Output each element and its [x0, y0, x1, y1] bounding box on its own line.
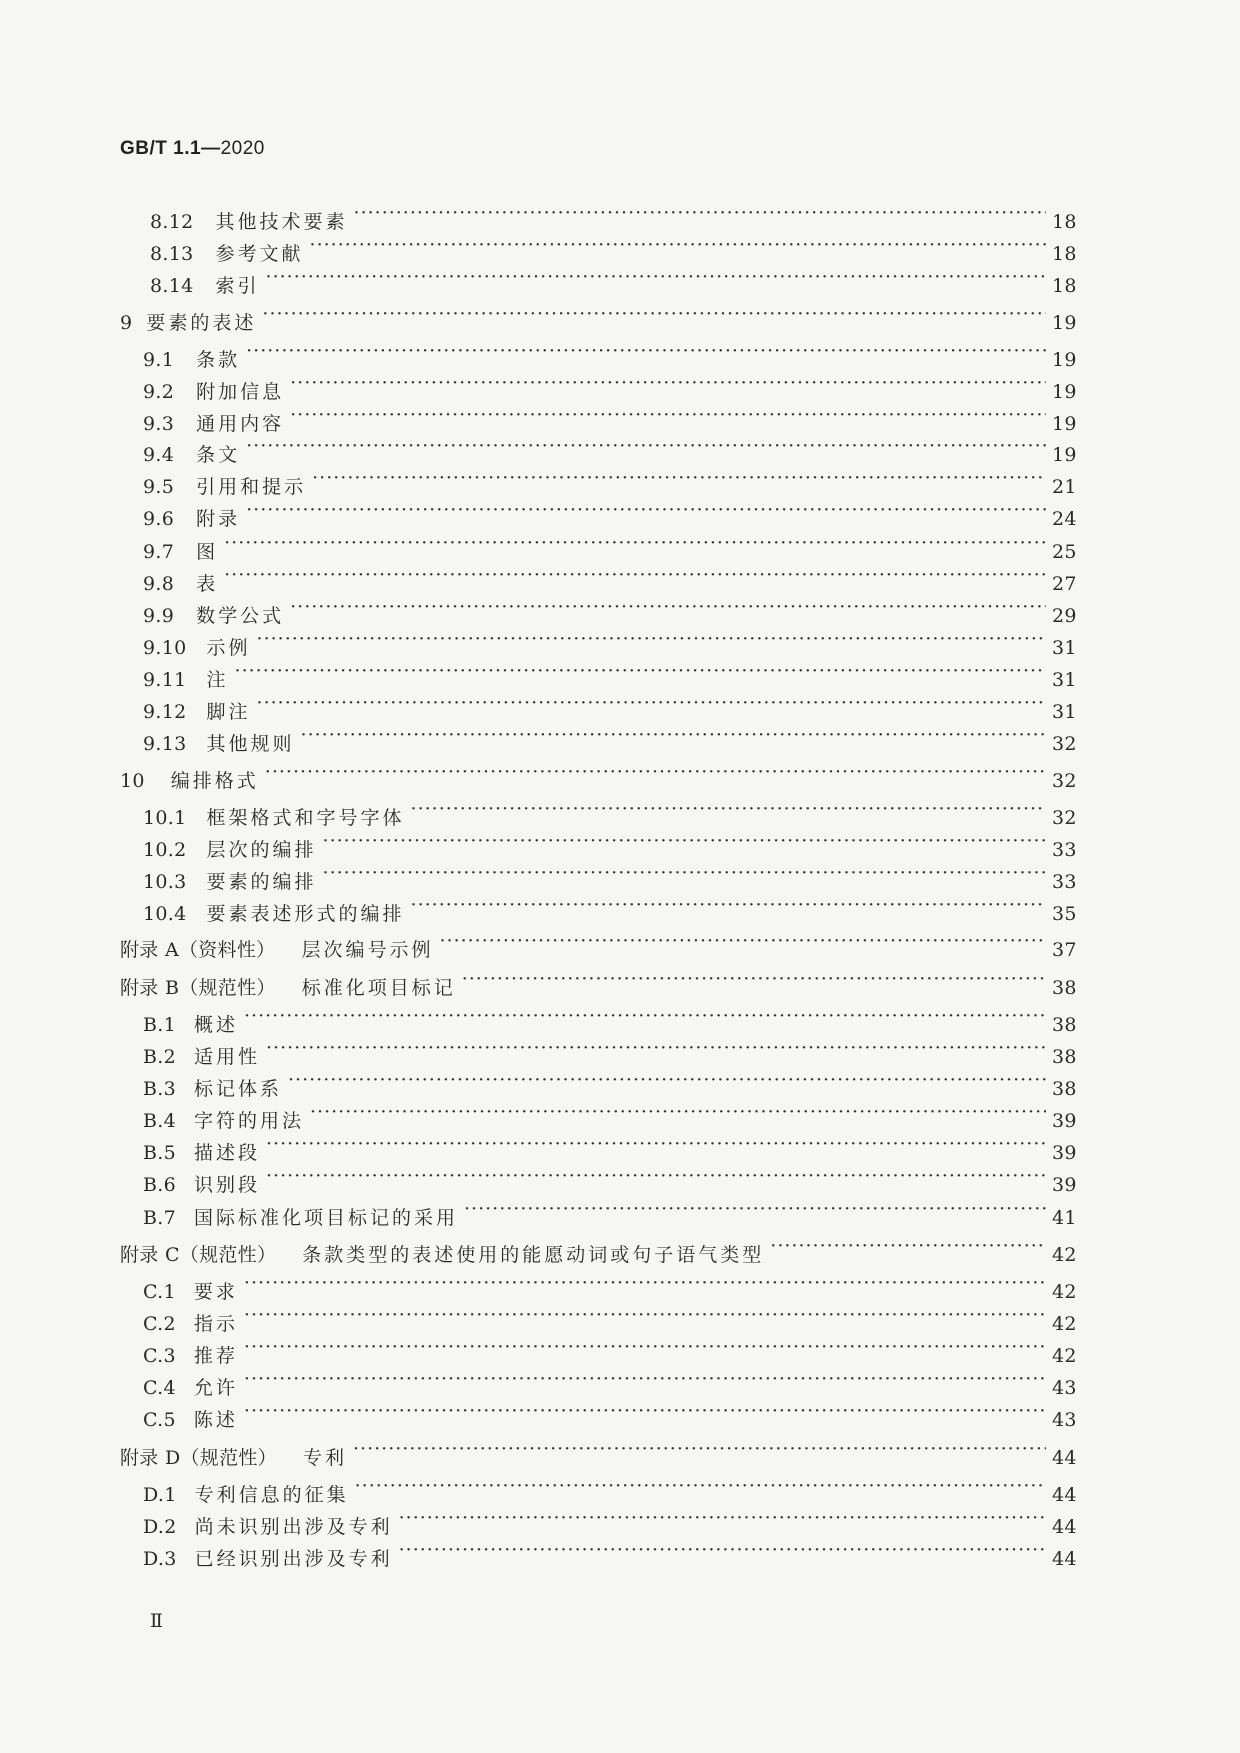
toc-entry-title: 描述段: [194, 1142, 261, 1164]
toc-entry-number: B.5: [143, 1142, 176, 1164]
dot-leader: [464, 1198, 1046, 1224]
toc-entry-title: 引用和提示: [196, 476, 307, 498]
toc-entry-title: 层次编号示例: [301, 939, 434, 961]
toc-entry-page: 27: [1052, 573, 1077, 595]
toc-entry[interactable]: [143, 340, 1076, 373]
toc-entry[interactable]: [120, 761, 1076, 794]
toc-entry-title: 注: [206, 669, 229, 691]
toc-entry-number: 9.3: [143, 413, 175, 435]
toc-entry[interactable]: [120, 303, 1076, 336]
dot-leader: [244, 1336, 1046, 1362]
toc-entry-page: 44: [1052, 1484, 1077, 1506]
toc-entry-number: 10.2: [143, 839, 187, 861]
toc-entry-title: 条文: [196, 444, 241, 466]
toc-entry[interactable]: [120, 930, 1076, 963]
dot-leader: [244, 1304, 1046, 1330]
dot-leader: [265, 761, 1046, 787]
toc-entry-page: 38: [1052, 1014, 1077, 1036]
toc-entry-number: 9.13: [143, 733, 187, 755]
toc-entry[interactable]: [143, 1539, 1076, 1572]
dot-leader: [266, 1037, 1046, 1063]
toc-entry-number: B.1: [143, 1014, 176, 1036]
toc-entry-title: 索引: [215, 275, 260, 297]
dot-leader: [354, 202, 1046, 228]
toc-entry-title: 标记体系: [194, 1078, 283, 1100]
toc-entry-page: 44: [1052, 1447, 1077, 1469]
toc-entry[interactable]: [150, 234, 1076, 267]
toc-entry-title: 国际标准化项目标记的采用: [194, 1207, 459, 1229]
dot-leader: [262, 303, 1046, 329]
dot-leader: [246, 340, 1046, 366]
toc-entry[interactable]: [143, 830, 1076, 863]
toc-entry-title: 指示: [193, 1313, 238, 1335]
toc-entry-number: C.2: [143, 1313, 176, 1335]
toc-entry[interactable]: [143, 564, 1076, 597]
dot-leader: [257, 628, 1046, 654]
toc-entry-number: C.3: [143, 1345, 176, 1367]
toc-entry[interactable]: [120, 1235, 1076, 1268]
dot-leader: [323, 862, 1046, 888]
dot-leader: [244, 1272, 1046, 1298]
toc-entry-number: 8.14: [150, 275, 194, 297]
toc-entry-page: 32: [1052, 733, 1077, 755]
toc-entry-number: B.7: [143, 1207, 176, 1229]
toc-entry-number: 9.7: [143, 541, 175, 563]
toc-entry-page: 21: [1052, 476, 1077, 498]
toc-entry[interactable]: [143, 1475, 1076, 1508]
toc-entry[interactable]: [143, 1069, 1076, 1102]
toc-entry-page: 33: [1052, 839, 1077, 861]
toc-entry-page: 44: [1052, 1548, 1077, 1570]
toc-entry-number: 8.13: [150, 243, 194, 265]
toc-entry[interactable]: [150, 202, 1076, 235]
dot-leader: [411, 894, 1046, 920]
toc-entry-number: 9.2: [143, 381, 175, 403]
toc-entry-number: D.3: [143, 1548, 177, 1570]
toc-entry-page: 42: [1052, 1244, 1077, 1266]
toc-entry-title: 框架格式和字号字体: [206, 807, 405, 829]
toc-entry-number: B.4: [143, 1110, 176, 1132]
dot-leader: [355, 1475, 1046, 1501]
toc-entry-number: 9.10: [143, 637, 187, 659]
dot-leader: [290, 596, 1046, 622]
toc-entry-page: 25: [1052, 541, 1077, 563]
toc-entry-page: 39: [1052, 1110, 1077, 1132]
page-number: Ⅱ: [150, 1610, 163, 1632]
toc-entry-number: 10.3: [143, 871, 187, 893]
toc-entry-page: 33: [1052, 871, 1077, 893]
toc-entry[interactable]: [143, 499, 1076, 532]
toc-entry-page: 29: [1052, 605, 1077, 627]
toc-entry[interactable]: [143, 660, 1076, 693]
toc-entry-page: 39: [1052, 1174, 1077, 1196]
toc-entry-number: C.4: [143, 1377, 176, 1399]
toc-entry-number: 附录 B（规范性）: [120, 977, 276, 999]
dot-leader: [439, 930, 1046, 956]
dot-leader: [246, 435, 1046, 461]
toc-entry-page: 42: [1052, 1281, 1077, 1303]
toc-entry[interactable]: [143, 724, 1076, 757]
dot-leader: [290, 404, 1046, 430]
dot-leader: [301, 724, 1046, 750]
toc-entry[interactable]: [143, 404, 1076, 437]
toc-entry-page: 35: [1052, 903, 1077, 925]
toc-entry-title: 要素表述形式的编排: [206, 903, 405, 925]
toc-entry-title: 陈述: [193, 1409, 238, 1431]
dot-leader: [462, 968, 1046, 994]
toc-entry[interactable]: [120, 968, 1076, 1001]
toc-entry-number: B.2: [143, 1046, 176, 1068]
toc-entry-page: 18: [1052, 275, 1077, 297]
toc-entry-page: 19: [1052, 381, 1077, 403]
toc-entry-number: 8.12: [150, 211, 194, 233]
toc-entry-page: 38: [1052, 1078, 1077, 1100]
toc-entry-title: 层次的编排: [206, 839, 317, 861]
toc-entry-number: 9.5: [143, 476, 175, 498]
toc-entry-number: 10: [120, 770, 145, 792]
toc-entry-number: C.5: [143, 1409, 176, 1431]
toc-entry-page: 19: [1052, 444, 1077, 466]
toc-entry[interactable]: [143, 692, 1076, 725]
code-separator: —: [201, 138, 221, 159]
toc-entry-number: 9.12: [143, 701, 187, 723]
toc-entry-number: 9.6: [143, 508, 175, 530]
toc-entry[interactable]: [143, 532, 1076, 565]
toc-entry[interactable]: [143, 894, 1076, 927]
dot-leader: [266, 266, 1046, 292]
dot-leader: [399, 1539, 1046, 1565]
toc-entry[interactable]: [120, 1438, 1076, 1471]
toc-entry-page: 31: [1052, 701, 1077, 723]
toc-entry-title: 适用性: [194, 1046, 261, 1068]
dot-leader: [244, 1005, 1046, 1031]
toc-entry-title: 其他规则: [206, 733, 295, 755]
toc-entry-page: 18: [1052, 243, 1077, 265]
toc-entry-number: D.1: [143, 1484, 177, 1506]
toc-entry[interactable]: [150, 266, 1076, 299]
dot-leader: [290, 372, 1046, 398]
toc-entry-number: 9.1: [143, 349, 175, 371]
dot-leader: [246, 499, 1046, 525]
toc-entry-number: D.2: [143, 1516, 177, 1538]
dot-leader: [244, 1400, 1046, 1426]
toc-entry-title: 字符的用法: [194, 1110, 305, 1132]
toc-entry-number: 9.8: [143, 573, 175, 595]
dot-leader: [353, 1438, 1046, 1464]
toc-entry-title: 要素的表述: [146, 312, 257, 334]
toc-entry-page: 38: [1052, 1046, 1077, 1068]
toc-entry-number: 9: [120, 312, 133, 334]
toc-entry-title: 其他技术要素: [215, 211, 348, 233]
toc-entry-number: 9.4: [143, 444, 175, 466]
toc-entry[interactable]: [143, 798, 1076, 831]
toc-entry[interactable]: [143, 862, 1076, 895]
toc-entry-page: 43: [1052, 1377, 1077, 1399]
toc-entry-page: 32: [1052, 770, 1077, 792]
dot-leader: [257, 692, 1046, 718]
toc-entry-page: 31: [1052, 669, 1077, 691]
dot-leader: [224, 532, 1046, 558]
toc-entry-page: 24: [1052, 508, 1077, 530]
toc-entry-title: 专利: [302, 1447, 347, 1469]
toc-entry[interactable]: [143, 1165, 1076, 1198]
standard-code: GB/T 1.1: [120, 138, 202, 159]
toc-entry-title: 要素的编排: [206, 871, 317, 893]
toc-entry-number: 9.11: [143, 669, 187, 691]
toc-entry-title: 编排格式: [170, 770, 259, 792]
toc-entry-number: 附录 A（资料性）: [120, 939, 276, 961]
toc-entry-page: 42: [1052, 1345, 1077, 1367]
toc-entry-page: 18: [1052, 211, 1077, 233]
toc-entry[interactable]: [143, 596, 1076, 629]
toc-entry-number: 10.4: [143, 903, 187, 925]
toc-entry-page: 39: [1052, 1142, 1077, 1164]
toc-entry-title: 示例: [206, 637, 251, 659]
toc-entry-title: 表: [196, 573, 219, 595]
toc-entry-page: 19: [1052, 312, 1077, 334]
toc-entry[interactable]: [143, 1368, 1076, 1401]
toc-entry-title: 图: [196, 541, 219, 563]
toc-entry[interactable]: [143, 1304, 1076, 1337]
toc-entry-title: 识别段: [194, 1174, 261, 1196]
toc-entry[interactable]: [143, 1005, 1076, 1038]
toc-entry-number: 附录 D（规范性）: [120, 1447, 277, 1469]
toc-entry-title: 概述: [194, 1014, 239, 1036]
toc-entry-number: 9.9: [143, 605, 175, 627]
toc-entry-page: 32: [1052, 807, 1077, 829]
toc-entry-number: C.1: [143, 1281, 176, 1303]
toc-entry-page: 31: [1052, 637, 1077, 659]
toc-entry[interactable]: [143, 435, 1076, 468]
dot-leader: [288, 1069, 1046, 1095]
toc-entry-title: 参考文献: [215, 243, 304, 265]
toc-entry-title: 数学公式: [196, 605, 285, 627]
toc-entry[interactable]: [143, 1133, 1076, 1166]
dot-leader: [310, 234, 1046, 260]
toc-entry[interactable]: [143, 1101, 1076, 1134]
toc-entry-title: 条款类型的表述使用的能愿动词或句子语气类型: [302, 1244, 765, 1266]
toc-entry-title: 通用内容: [196, 413, 285, 435]
dot-leader: [323, 830, 1046, 856]
dot-leader: [310, 1101, 1046, 1127]
toc-entry[interactable]: [143, 1198, 1076, 1231]
toc-entry-page: 19: [1052, 413, 1077, 435]
dot-leader: [244, 1368, 1046, 1394]
dot-leader: [411, 798, 1046, 824]
toc-entry[interactable]: [143, 467, 1076, 500]
toc-entry-title: 条款: [196, 349, 241, 371]
toc-entry-title: 尚未识别出涉及专利: [194, 1516, 393, 1538]
toc-entry[interactable]: [143, 1272, 1076, 1305]
toc-entry[interactable]: [143, 372, 1076, 405]
toc-entry-page: 19: [1052, 349, 1077, 371]
toc-entry-title: 要求: [193, 1281, 238, 1303]
toc-entry-page: 44: [1052, 1516, 1077, 1538]
toc-entry-page: 43: [1052, 1409, 1077, 1431]
toc-entry[interactable]: [143, 628, 1076, 661]
toc-entry-page: 42: [1052, 1313, 1077, 1335]
toc-entry[interactable]: [143, 1507, 1076, 1540]
dot-leader: [224, 564, 1046, 590]
toc-entry-title: 专利信息的征集: [194, 1484, 349, 1506]
dot-leader: [266, 1165, 1046, 1191]
toc-entry-number: 10.1: [143, 807, 187, 829]
dot-leader: [770, 1235, 1046, 1261]
toc-entry[interactable]: [143, 1400, 1076, 1433]
toc-entry-page: 37: [1052, 939, 1077, 961]
dot-leader: [399, 1507, 1046, 1533]
toc-entry-title: 附加信息: [196, 381, 285, 403]
toc-entry-title: 标准化项目标记: [301, 977, 456, 999]
toc-entry-page: 41: [1052, 1207, 1077, 1229]
standard-year: 2020: [220, 138, 265, 159]
toc-entry-page: 38: [1052, 977, 1077, 999]
dot-leader: [266, 1133, 1046, 1159]
toc-entry-title: 推荐: [193, 1345, 238, 1367]
toc-entry-number: B.3: [143, 1078, 176, 1100]
toc-entry-title: 脚注: [206, 701, 251, 723]
toc-entry-title: 允许: [193, 1377, 238, 1399]
toc-entry-title: 已经识别出涉及专利: [194, 1548, 393, 1570]
dot-leader: [235, 660, 1046, 686]
toc-entry-number: 附录 C（规范性）: [120, 1244, 277, 1266]
toc-entry-title: 附录: [196, 508, 241, 530]
dot-leader: [312, 467, 1046, 493]
toc-entry[interactable]: [143, 1037, 1076, 1070]
toc-entry[interactable]: [143, 1336, 1076, 1369]
toc-entry-number: B.6: [143, 1174, 176, 1196]
